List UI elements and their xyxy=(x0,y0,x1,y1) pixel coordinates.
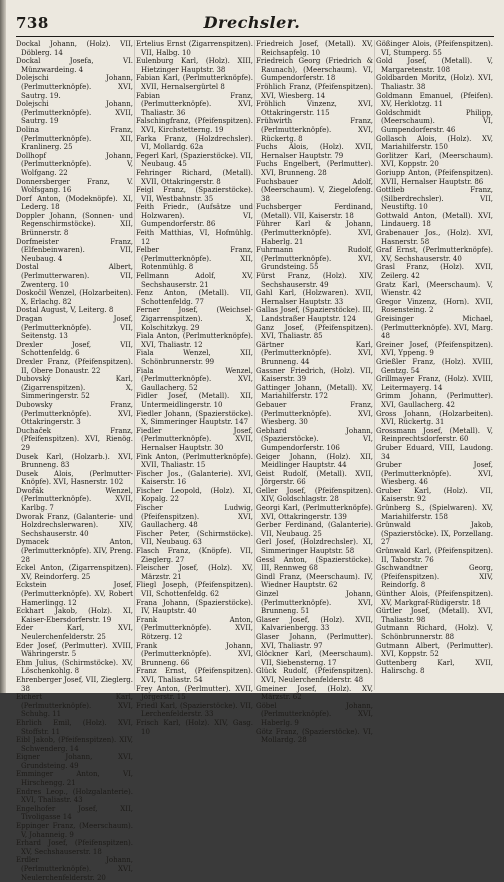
directory-entry: Ehrlich Emil, (Holz). XVI, Stoffstr. 11 xyxy=(16,718,133,736)
directory-entry: Gebhard Johann, (Spazierstöcke). VI, Gumpendorferstr. 106 xyxy=(256,426,373,452)
directory-entry: Fröhlich Franz, (Pfeifenspitzen). XVI, Wiesberg. 14 xyxy=(256,82,373,100)
directory-entry: Gindl Franz, (Meerschaum). IV, Wiedner Hauptstr. 62 xyxy=(256,572,373,590)
directory-entry: Erhard Josef, (Pfeifenspitzen). XV, Sechshauserstr. 18 xyxy=(16,839,133,856)
directory-entry: Ganz Josef, (Pfeifenspitzen). XVI, Thaliastr. 85 xyxy=(256,323,373,341)
directory-entry: Ginzel Johann, (Perlmutterknöpfe). XVI, Brunneng. 51 xyxy=(256,590,373,616)
directory-entry: Eckhart Jakob, (Holz). XI, Kaiser-Ebersdorferstr. 19 xyxy=(16,607,133,624)
directory-entry: Doppler Johann, (Sonnen- und Regenschirmstöcke). XII, Brünnerstr. 8 xyxy=(16,211,133,238)
directory-entry: Doskočil Wenzel, (Holzarbeiten). X, Erlachg. 82 xyxy=(16,289,133,306)
directory-entry: Gattinger Johann, (Metall). XV, Mariahilferstr. 172 xyxy=(256,383,373,401)
directory-entry: Emminger Anton, VI, Hirschengg. 21 xyxy=(16,770,133,788)
directory-entry: Glaser Johann, (Perlmutter). XVI, Thaliastr. 97 xyxy=(256,632,373,650)
directory-entry: Gmeiner Josef, (Holz). XV, Märzstr. 62 xyxy=(256,684,373,702)
directory-entry: Fabian Franz, (Perlmutterknöpfe). XVI, Thaliastr. 36 xyxy=(136,91,253,117)
column-divider xyxy=(134,40,135,690)
directory-entry: Dockal Josefa, VI. Münzwardeing. 4 xyxy=(16,57,133,74)
directory-entry: Donnersberger Franz, V. Wolfsgang. 16 xyxy=(16,177,133,195)
directory-entry: Gollasch Alois, (Holz). XV, Mariahilferstr. 150 xyxy=(376,134,493,152)
directory-entry: Gschwandtner Georg, (Pfeifenspitzen). XIV, Reindorfg. 8 xyxy=(376,564,493,590)
directory-entry: Feigl Franz, (Spazierstöcke). VII, Westbahnstr. 35 xyxy=(136,186,253,203)
column-divider xyxy=(374,40,375,690)
directory-entry: Friedreich Georg (Friedrich & Raunach), (Meerschaum). VI, Gumpendorferstr. 18 xyxy=(256,57,373,83)
directory-entry: Goldschmidt Philipp, (Meerschaum). VI, Gumpendorferstr. 46 xyxy=(376,108,493,134)
directory-entry: Gutmann Albert, (Perlmutter). XVI, Koppstr. 52 xyxy=(376,641,493,659)
page-number: 738 xyxy=(16,14,49,32)
directory-entry: Graf Ernst, (Perlmutterknöpfe). XV, Sechshauserstr. 40 xyxy=(376,246,493,263)
directory-entry: Engelhofer Josef, XII, Tivoligasse 14 xyxy=(16,804,133,822)
directory-entry: Dostal August, V, Leiterg. 8 xyxy=(16,306,114,315)
directory-entry: Günther Alois, (Pfeifenspitzen). XV, Markgraf-Rüdigerstr. 18 xyxy=(376,590,493,607)
directory-entry: Fenz Anton, (Metall). VII, Schottenfeldg. 77 xyxy=(136,289,253,306)
directory-entry: Gebauer Franz, (Perlmutterknöpfe). XVI, Wiesberg. 30 xyxy=(256,400,373,427)
directory-entry: Guttenberg Karl, XVII, Halirschg. 8 xyxy=(376,658,493,676)
directory-entry: Eckstein Josef, (Perlmutterknöpfe). XV, Robert Hamerlingg. 12 xyxy=(16,581,133,607)
directory-entry: Frana Johann, (Spazierstöcke). IV, Hauptstr. 40 xyxy=(136,598,253,616)
directory-entry: Dubovský Karl, (Zigarrenspitzen). X, Simmeringerstr. 52 xyxy=(16,375,133,401)
directory-entry: Eibl Jakob, (Pfeifenspitzen). XIV, Schwenderg. 14 xyxy=(16,736,133,753)
directory-entry: Dostal Albert, (Perlmutterwaren). VII, Zwenterg. 10 xyxy=(16,263,133,289)
directory-entry: Falschingfranz, (Pfeifenspitzen). XVI, Kirchstetterng. 19 xyxy=(136,117,253,134)
directory-column-2 xyxy=(136,40,254,736)
directory-entry: Fiedler Johann, (Spazierstöcke). X, Simmeringer Hauptstr. 147 xyxy=(136,409,253,427)
directory-entry: Gerber Ferdinand, (Galanterie). VII, Neubaug. 25 xyxy=(256,521,373,538)
directory-entry: Fischer Jos., (Galanterie). XVI, Kaiserstr. 16 xyxy=(136,469,253,487)
column-divider xyxy=(254,40,255,690)
page-title: Drechsler. xyxy=(203,13,301,32)
directory-entry: Geiger Johann, (Holz). XII, Meidlinger Hauptstr. 44 xyxy=(256,452,373,470)
directory-entry: Grillmayer Franz, (Holz). XVIII, Leitermayerg. 14 xyxy=(376,375,493,392)
header-rule xyxy=(16,36,494,37)
directory-entry: Grünberg S., (Spielwaren). XV, Mariahilferstr. 158 xyxy=(376,504,493,521)
directory-entry: Gärtner Karl, (Perlmutterknöpfe). XVI, Brunneng. 44 xyxy=(256,340,373,366)
directory-entry: Dwořák Wenzel, (Perlmutterknöpfe). XVII, Karlbg. 7 xyxy=(16,486,133,513)
directory-entry: Drexler Josef, VII, Schottenfeldg. 6 xyxy=(16,340,133,358)
directory-entry: Glück Rudolf, (Pfeifenspitzen). XVI, Neulerchenfelderstr. 48 xyxy=(256,667,373,684)
directory-entry: Grünwald Jakob, (Spazierstöcke). IX, Porzellang. 27 xyxy=(376,521,493,547)
directory-entry: Fabian Karl, (Perlmutterknöpfe). XVII, Hernalsergürtel 8 xyxy=(136,74,253,91)
directory-entry: Dolina Franz, (Perlmutterknöpfe). XII, Kranlinerg. 25 xyxy=(16,125,133,152)
directory-entry: Eulenburg Karl, (Holz). XIII, Hietzinger Hauptstr. 38 xyxy=(136,57,253,74)
directory-entry: Greisinger Michael, (Perlmutterknöpfe). XVI, Marg. 48 xyxy=(376,315,493,341)
directory-entry: Grünwald Karl, (Pfeifenspitzen). II, Taborstr. 76 xyxy=(376,547,493,564)
directory-entry: Fiala Wenzel, XII, Schönbrunnerstr. 99 xyxy=(136,349,253,366)
directory-entry: Erdler Johann, (Perlmutterknöpfe). XVI, Neulerchenfelderstr. 20 xyxy=(16,856,133,882)
directory-entry: Frey Anton, (Perlmutter). XVII, Jörgerstr. 15 xyxy=(136,684,253,702)
directory-entry: Drexler Franz, (Pfeifenspitzen). II, Obere Donaustr. 22 xyxy=(16,357,133,375)
directory-entry: Frisch Karl, (Holz). XIV, Gasg. 10 xyxy=(136,718,253,736)
directory-entry: Duchaček Franz, (Pfeifenspitzen). XVI, Rienög. 29 xyxy=(16,426,133,452)
directory-entry: Fleischer Josef, (Holz). XV, Märzstr. 21 xyxy=(136,564,253,581)
directory-entry: Feith Friedr., (Aufsätze und Holzwaren). VI, Gumpendorferstr. 86 xyxy=(136,203,253,229)
directory-entry: Gahl Karl, (Holzwaren). XVII, Hernalser Hauptstr. 33 xyxy=(256,289,373,306)
directory-entry: Ehm Julius, (Schirmstöcke). XV, Löschenkohlg. 8 xyxy=(16,658,133,676)
directory-entry: Dorf Anton, (Modeknöpfe). XI, Lederg. 18 xyxy=(16,194,133,212)
directory-entry: Endres Leop., (Holzgalanterie). XVI, Thaliastr. 43 xyxy=(16,787,133,805)
directory-entry: Farka Franz, (Holzdrechsler). VI, Mollardg. 62a xyxy=(136,134,253,152)
directory-entry: Eigner Johann, XVI, Grundsteing. 49 xyxy=(16,753,133,770)
directory-entry: Gerl Josef, (Holzdrechsler). XI, Simmeringer Hauptstr. 58 xyxy=(256,538,373,556)
directory-entry: Goldmann Emanuel, (Pfeifen). XV, Herklotzg. 11 xyxy=(376,91,493,109)
directory-entry: Eder Josef, (Perlmutter). XVIII, Währingerstr. 5 xyxy=(16,641,133,659)
directory-entry: Eckel Anton, (Zigarrenspitzen). XV, Reindorferg. 25 xyxy=(16,564,133,581)
directory-entry: Dragan Josef, (Perlmutterknöpfe). VII, Seitenstg. 13 xyxy=(16,315,133,341)
directory-entry: Friedreich Josef, (Metall). XV, Reichsapfelg. 10 xyxy=(256,40,373,57)
directory-entry: Götz Franz, (Spazierstöcke). VI, Mollardg. 28 xyxy=(256,727,373,745)
directory-entry: Eichert Karl, (Perlmutterknöpfe). XVI, Schuhg. 11 xyxy=(16,693,133,719)
directory-entry: Ertelius Ernst (Zigarrenspitzen). VII, Halbg. 10 xyxy=(136,40,253,57)
directory-entry: Fuchs Alois, (Holz). XVII, Hernalser Hauptstr. 79 xyxy=(256,143,373,160)
directory-entry: Fehringer Richard, (Metall). XVII, Ottakringerstr. 8 xyxy=(136,168,253,186)
directory-entry: Dusek Karl, (Holzarb.). XVI, Brunneng. 83 xyxy=(16,452,133,470)
directory-entry: Gallas Josef, (Spazierstöcke). III, Landstraßer Hauptstr. 124 xyxy=(256,306,373,323)
directory-entry: Fuchsberger Ferdinand, (Metall). VII, Kaiserstr. 18 xyxy=(256,203,373,220)
directory-entry: Grasl Franz, (Holz). XVII, Zeilerg. 42 xyxy=(376,263,493,281)
directory-entry: Grießler Franz, (Holz). XVIII, Gentzg. 54 xyxy=(376,357,493,375)
directory-entry: Georgi Karl, (Perlmutterknöpfe). XVI, Ottakringerstr. 139 xyxy=(256,504,373,521)
directory-entry: Fliegl Joseph, (Pfeifenspitzen). VII, Schottenfeldg. 62 xyxy=(136,581,253,598)
directory-entry: Dockal Johann, (Holz). VII, Döblerg. 14 xyxy=(16,40,133,57)
directory-entry: Franz Ernst, (Pfeifenspitzen). XVI, Thaliastr. 54 xyxy=(136,667,253,684)
directory-entry: Greiner Josef, (Pfeifenspitzen). XVI, Yppeng. 9 xyxy=(376,340,493,358)
directory-entry: Fuchsbauer Adolf, (Meerschaum). V, Ziegelofeng. 38 xyxy=(256,177,373,203)
directory-entry: Fidler Josef, (Metall). XII, Untermeidlingerstr. 10 xyxy=(136,392,253,409)
directory-entry: Dworak Franz, (Galanterie- und Holzdrechslerwaren). XIV, Sechshauserstr. 40 xyxy=(16,512,133,538)
directory-entry: Fischer Ludwig, (Pfeifenspitzen). XVI, Gaullacherg. 48 xyxy=(136,504,253,530)
directory-entry: Fürst Franz, (Holz). XIV, Sechshauserstr. 49 xyxy=(256,272,373,289)
directory-entry: Gottlieb Franz, (Silberdrechsler). VII, Neustiftg. 10 xyxy=(376,186,493,212)
directory-entry: Gürtler Josef, (Metall). XVI, Thaliastr. 98 xyxy=(376,607,493,624)
directory-entry: Gottwald Anton, (Metall). XVI, Lindauerg. 18 xyxy=(376,211,493,229)
directory-entry: Felber Franz, (Perlmutterknöpfe). XII, Rotenmühlg. 8 xyxy=(136,246,253,272)
directory-entry: Gassner Friedrich, (Holz). VII, Kaiserstr. 39 xyxy=(256,366,373,384)
directory-entry: Gross Johann, (Holzarbeiten). XVI, Rückertg. 31 xyxy=(376,409,493,427)
directory-entry: Dusek Alois, (Perlmutter-Knöpfe). XVI, Hasnerstr. 102 xyxy=(16,469,133,487)
directory-entry: Gold Josef, (Metall). V, Margaretenstr. 108 xyxy=(376,57,493,74)
directory-entry: Goldbarden Moritz, (Holz). XVI, Thaliastr. 38 xyxy=(376,74,493,91)
directory-entry: Fellmann Adolf, XV, Sechshauserstr. 21 xyxy=(136,272,253,289)
directory-entry: Dubowsky Franz, (Perlmutterknöpfe). XVI, Ottakringerstr. 3 xyxy=(16,400,133,427)
directory-columns xyxy=(16,40,494,882)
directory-entry: Gratz Karl, (Meerschaum). V, Wienstr. 42 xyxy=(376,280,493,298)
directory-entry: Feith Matthias, VI, Hofmühlg. 12 xyxy=(136,229,253,246)
directory-entry: Eppinger Franz, (Meerschaum). V, Johanneig. 9 xyxy=(16,822,133,839)
directory-entry: Fischer Leopold, (Holz). XI, Kopalg. 22 xyxy=(136,486,253,504)
directory-entry: Fiedler Josef, (Perlmutterknöpfe). XVII, Hernalser Hauptstr. 30 xyxy=(136,426,253,452)
directory-entry: Göbel Johann, (Perlmutterknöpfe). XVI, Haberlg. 9 xyxy=(256,701,373,727)
directory-column-1 xyxy=(16,40,133,882)
page-header xyxy=(0,14,504,36)
directory-entry: Ferner Josef, (Weichsel-Zigarrenspitzen). X, Kolschitzkyg. 29 xyxy=(136,306,253,332)
directory-entry: Glaser Josef, (Holz). XVII, Kalvarienbergg. 33 xyxy=(256,615,373,633)
directory-entry: Dymacek Anton, (Perlmutterknöpfe). XIV, Preng. 28 xyxy=(16,538,133,564)
directory-entry: Frank Johann, (Perlmutterknöpfe). XVI, Brunneng. 66 xyxy=(136,641,253,667)
directory-entry: Grimm Johann, (Perlmutter). XVI, Gaullacherg. 42 xyxy=(376,392,493,409)
directory-entry: Ehrenberger Josef, VII, Zieglerg. 38 xyxy=(16,675,133,693)
directory-entry: Gessl Anton, (Spazierstöcke). III, Rennweg 68 xyxy=(256,555,373,573)
directory-entry: Goriupp Anton, (Pfeifenspitzen). XVII, Hernalser Hauptstr. 86 xyxy=(376,168,493,186)
directory-entry: Friedl Karl, (Spazierstöcke). VII, Lerchenfelderstr. 33 xyxy=(136,701,253,719)
directory-entry: Gruber Josef, (Perlmutterknöpfe). XVI, Wiesberg. 46 xyxy=(376,461,493,487)
directory-entry: Frank Anton, (Perlmutterknöpfe). XVII, Rötzerg. 12 xyxy=(136,615,253,641)
directory-entry: Frühwirth Franz, (Perlmutterknöpfe). XVI, Rückertg. 8 xyxy=(256,117,373,143)
directory-column-3 xyxy=(256,40,373,745)
directory-entry: Fiala Anton, (Perlmutterknöpfe). XVI, Thaliastr. 12 xyxy=(136,332,253,349)
directory-entry: Glöckner Karl, (Meerschaum). VII, Siebensterng. 17 xyxy=(256,650,373,667)
directory-entry: Fuchs Engelbert, (Perlmutter). XVI, Brunneng. 28 xyxy=(256,160,373,177)
page-spine-shadow xyxy=(0,0,6,693)
directory-entry: Fuhrmann Rudolf, (Perlmutterknöpfe). XVI, Grundsteing. 55 xyxy=(256,246,373,272)
directory-entry: Fröhlich Vinzenz, XVI, Ottakringerstr. 115 xyxy=(256,100,373,117)
directory-entry: Führer Karl & Johann, (Perlmutterknöpfe). XVI, Haberlg. 21 xyxy=(256,220,373,246)
directory-entry: Gruber Eduard, VIII, Laudong. 34 xyxy=(376,443,493,461)
directory-entry: Geist Rudolf, (Metall). XVII, Jörgerstr. 66 xyxy=(256,469,373,487)
directory-entry: Fischer Peter, (Schirmstöcke). VII, Neubaug. 63 xyxy=(136,529,253,547)
directory-entry: Gruber Karl, (Holz). VII, Kaiserstr. 92 xyxy=(376,486,493,504)
directory-entry: Fegerl Karl, (Spazierstöcke). VII, Neubaug. 45 xyxy=(136,151,254,169)
directory-entry: Dollhopf Johann, (Perlmutterknöpfe). V, Wolfgang. 22 xyxy=(16,151,133,177)
directory-entry: Gößinger Alois, (Pfeifenspitzen). VI, Stumperg. 55 xyxy=(376,40,493,57)
directory-entry: Gutmann Richard, (Holz). V, Schönbrunnerstr. 88 xyxy=(376,624,493,641)
directory-entry: Grabenauer Jos., (Holz). XVI, Hasnerstr. 58 xyxy=(376,229,493,246)
directory-column-4 xyxy=(376,40,493,690)
directory-entry: Dorfmeister Franz, (Elfenbeinwaren). VII, Neubaug. 4 xyxy=(16,237,133,263)
directory-entry: Dolejschi Johann, (Perlmutterknöpfe). XVII, Sautrg. 19 xyxy=(16,100,133,126)
directory-entry: Fink Anton, (Perlmutterknöpfe). XVII, Thaliastr. 15 xyxy=(136,452,253,470)
directory-entry: Dolejschi Johann, (Perlmutterknöpfe). XVI, Sautrg. 19. xyxy=(16,74,133,100)
directory-entry: Grossmann Josef, (Metall). V, Reinprechtsdorferstr. 60 xyxy=(376,426,493,444)
directory-entry: Fiala Wenzel, (Perlmutterknöpfe). XVI, Gaullacherg. 52 xyxy=(136,366,253,392)
directory-entry: Flasch Franz, (Knöpfe). VII, Zieglerg. 27 xyxy=(136,547,253,564)
directory-entry: Eder Karl, XVI, Neulerchenfelderstr. 25 xyxy=(16,624,133,641)
directory-entry: Gorlitzer Karl, (Meerschaum). XVI, Koppstr. 20 xyxy=(376,151,493,169)
directory-entry: Gregor Vinzenz, (Horn). XVII, Rosensteing. 2 xyxy=(376,297,493,315)
directory-entry: Geller Josef, (Pfeifenspitzen). XIV, Goldschlagstr. 28 xyxy=(256,486,373,504)
